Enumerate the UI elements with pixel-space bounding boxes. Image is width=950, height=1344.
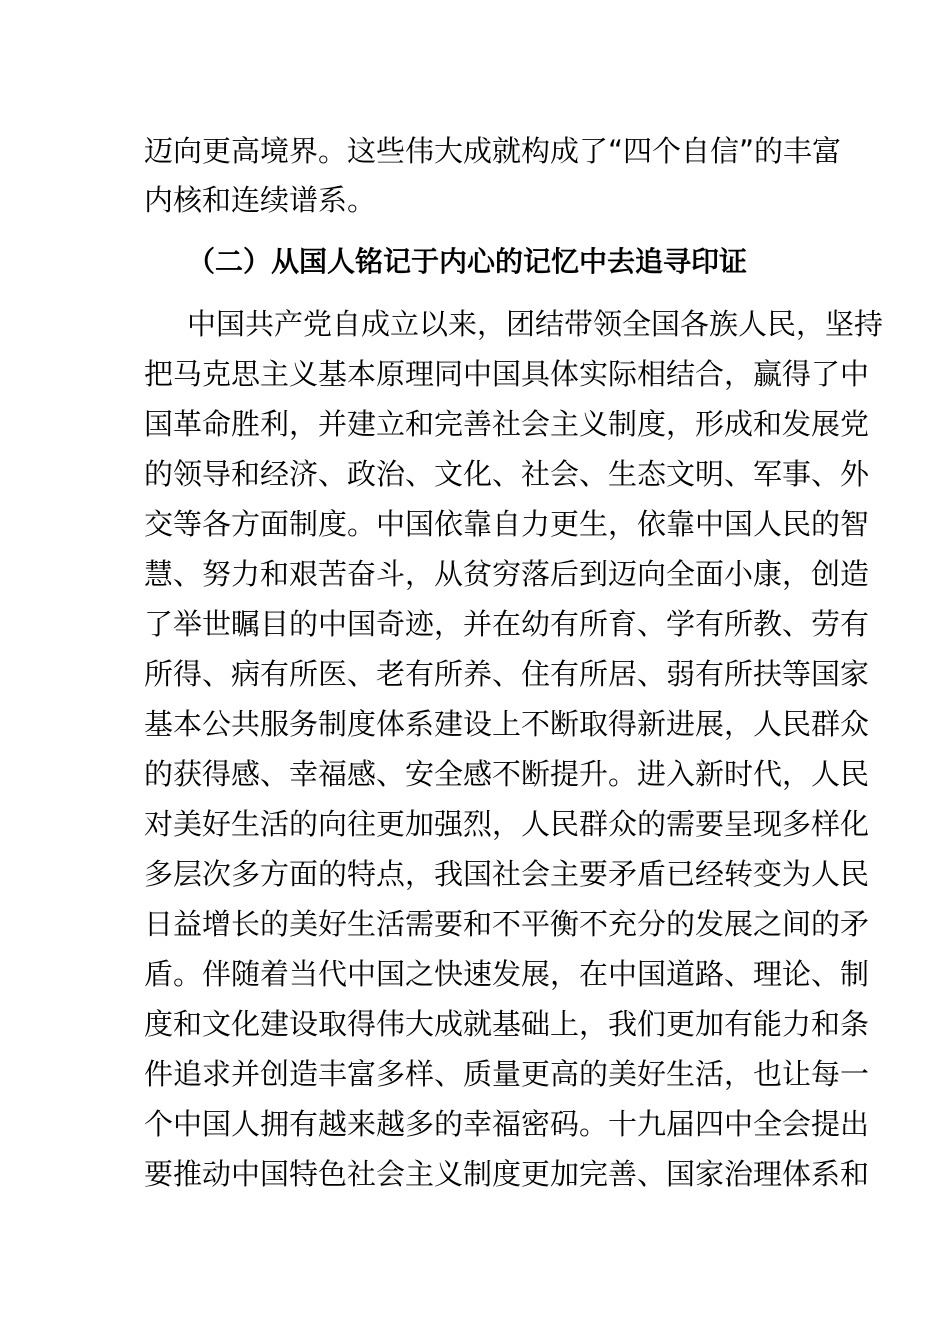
body-line-5: 交等各方面制度。中国依靠自力更生，依靠中国人民的智 [144,507,870,541]
body-line-3: 国革命胜利，并建立和完善社会主义制度，形成和发展党 [144,407,870,441]
body-line-6: 慧、努力和艰苦奋斗，从贫穷落后到迈向全面小康，创造 [144,557,870,591]
intro-line-2: 内核和连续谱系。 [144,183,377,217]
body-line-13: 日益增长的美好生活需要和不平衡不充分的发展之间的矛 [144,907,870,941]
body-line-12: 多层次多方面的特点，我国社会主要矛盾已经转变为人民 [144,857,870,891]
intro-line-1: 迈向更高境界。这些伟大成就构成了“四个自信”的丰富 [144,134,842,168]
section-heading: （二）从国人铭记于内心的记忆中去追寻印证 [187,245,748,278]
body-line-2: 把马克思主义基本原理同中国具体实际相结合，赢得了中 [144,357,870,391]
body-line-14: 盾。伴随着当代中国之快速发展，在中国道路、理论、制 [144,957,870,991]
body-line-11: 对美好生活的向往更加强烈，人民群众的需要呈现多样化 [144,807,870,841]
body-line-1: 中国共产党自成立以来，团结带领全国各族人民，坚持 [187,307,884,341]
body-line-15: 度和文化建设取得伟大成就基础上，我们更加有能力和条 [144,1007,870,1041]
body-line-18: 要推动中国特色社会主义制度更加完善、国家治理体系和 [144,1157,870,1191]
body-line-4: 的领导和经济、政治、文化、社会、生态文明、军事、外 [144,457,870,491]
body-line-10: 的获得感、幸福感、安全感不断提升。进入新时代，人民 [144,757,870,791]
body-line-9: 基本公共服务制度体系建设上不断取得新进展，人民群众 [144,707,870,741]
body-line-17: 个中国人拥有越来越多的幸福密码。十九届四中全会提出 [144,1107,870,1141]
body-line-16: 件追求并创造丰富多样、质量更高的美好生活，也让每一 [144,1057,870,1091]
body-line-7: 了举世瞩目的中国奇迹，并在幼有所育、学有所教、劳有 [144,607,870,641]
body-line-8: 所得、病有所医、老有所养、住有所居、弱有所扶等国家 [144,657,870,691]
